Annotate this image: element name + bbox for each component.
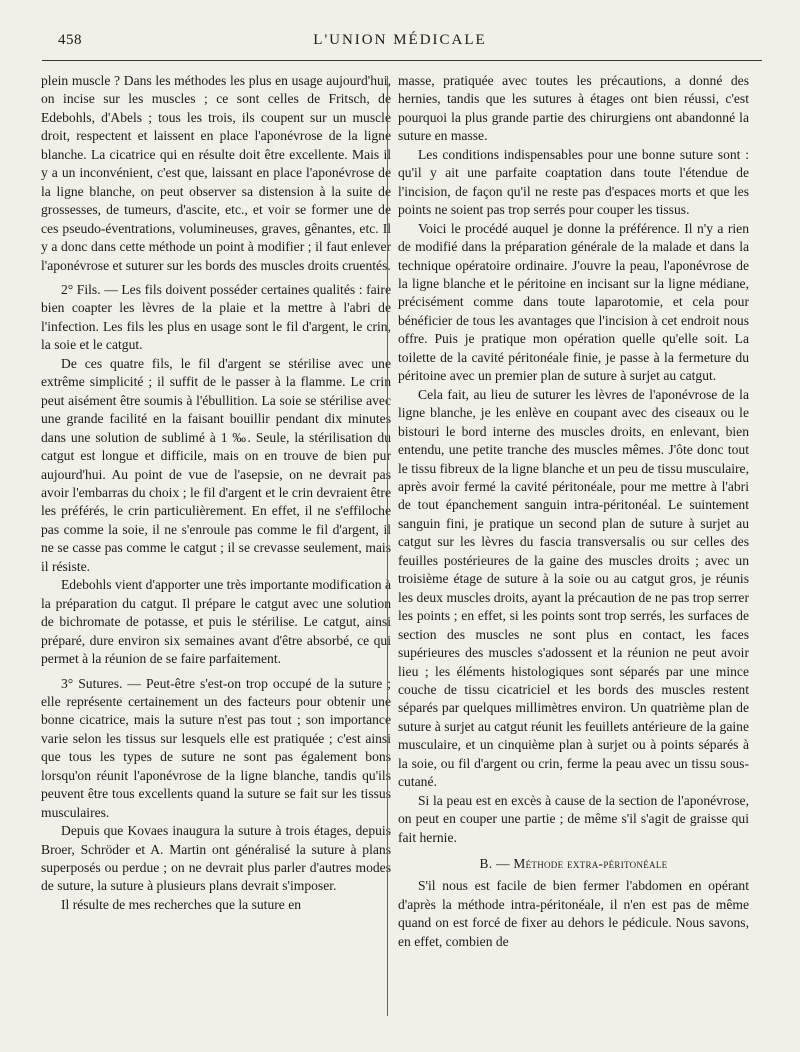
page-number: 458	[58, 32, 82, 48]
paragraph: Edebohls vient d'apporter une très importante modification à la préparation du catgut. Il prépare le catgut avec une solution de bichromate de potasse, et puis le stérilise. Le catgut, ainsi préparé, dure environ six semaines avant d'être absorbé, ce qui permet à la réunion de se faire parfaitement.	[41, 577, 391, 667]
paragraph: Cela fait, au lieu de suturer les lèvres de l'aponévrose de la ligne blanche, je les enlève en coupant avec des ciseaux ou le bistouri le bord interne des muscles droits, en enlevant, bien entendu, une petite tranche des muscles mêmes. J'ôte donc tout le tissu fibreux de la ligne blanche et un peu de tissu musculaire, après avoir fermé la cavité péritonéale, pour me mettre à l'abri de tout épanchement sanguin intra-péritonéal. Le suintement sanguin fini, je pratique un second plan de suture à surjet au catgut sur les lèvres du fascia transversalis ou sur celles des feuilles postérieures de la gaine des muscles droits ; avec un troisième étage de suture à la soie ou au catgut gros, je réunis les deux muscles droits, ayant la précaution de ne pas trop serrer les points ; en effet, si les points sont trop serrés, les surfaces de section des muscles ne sont plus en contact, les faces supérieures des muscles s'adossent et la réunion ne peut avoir lieu ; les éléments histologiques sont séparés par une mince couche de tissu cicatriciel et les bords des muscles restent séparés par quelques millimètres environ. Un quatrième plan de suture à surjet au catgut réunit les feuillets antérieure de la gaine musculaire, et un cinquième plan à surjet ou à points séparés à la soie, ou fil d'argent ou crin, ferme la peau avec un tissu sous-cutané.	[398, 386, 749, 790]
paragraph: Les conditions indispensables pour une bonne suture sont : qu'il y ait une parfaite coaptation dans toute l'étendue de l'incision, de façon qu'il ne reste pas d'espaces morts et que les points ne soient pas trop serrés pour couper les tissus.	[398, 146, 749, 218]
paragraph: 3° Sutures. — Peut-être s'est-on trop occupé de la suture ; elle représente certainement un des facteurs pour obtenir une bonne cicatrice, mais la suture n'est pas tout ; son importance varie selon les tissus sur lesquels elle est pratiquée ; c'est ainsi que tous les types de suture ne sont pas également bons lorsqu'on réunit l'aponévrose de la ligne blanche, tandis qu'ils peuvent être tous excellents quand la suture se fait sur les tissus musculaires.	[41, 675, 391, 820]
section-heading: B. — Méthode extra-péritonéale	[479, 856, 668, 872]
paragraph: Il résulte de mes recherches que la suture en	[61, 896, 302, 912]
paragraph: S'il nous est facile de bien fermer l'abdomen en opérant d'après la méthode intra-péritonéale, il n'en est pas de même quand on est forcé de fixer au dehors le pédicule. Nous savons, en effet, combien de	[398, 878, 749, 949]
page-header	[40, 28, 760, 58]
paragraph: Voici le procédé auquel je donne la préférence. Il n'y a rien de modifié dans la préparation générale de la malade et dans la technique opératoire ordinaire. J'ouvre la peau, l'aponévrose de la ligne blanche et le péritoine en incisant sur la ligne médiane, précisément comme dans toute laparotomie, et cela pour bénéficier de tous les avantages que l'incision à cet endroit nous offre. Puis je pratique mon opération quelle qu'elle soit. La toilette de la cavité péritonéale finie, je passe à la fermeture du péritoine avec un premier plan de suture à surjet au catgut.	[398, 220, 749, 384]
right-column	[398, 72, 749, 951]
left-column	[41, 72, 391, 914]
paragraph: Si la peau est en excès à cause de la section de l'aponévrose, on peut en couper une partie ; de même s'il s'agit de graisse qui fait hernie.	[398, 792, 749, 845]
running-title: L'UNION MÉDICALE	[313, 32, 487, 48]
paragraph: masse, pratiquée avec toutes les précautions, a donné des hernies, tandis que les sutures à étages ont bien réussi, c'est pourquoi la plus grande partie des chirurgiens ont abandonné la suture en masse.	[398, 73, 749, 144]
column-divider	[387, 76, 388, 1016]
paragraph: 2° Fils. — Les fils doivent posséder certaines qualités : faire bien coapter les lèvres de la plaie et la mettre à l'abri de l'infection. Les fils les plus en usage sont le fil d'argent, le crin, la soie et le catgut.	[41, 281, 391, 353]
header-rule	[42, 60, 762, 61]
paragraph: De ces quatre fils, le fil d'argent se stérilise avec une extrême simplicité ; il suffit de le passer à la flamme. Le crin peut aisément être soumis à l'ébullition. La soie se stérilise avec une grande facilité en la faisant bouillir pendant dix minutes dans une solution de sublimé à 1 ‰. Seule, la stérilisation du catgut est longue et difficile, mais on en trouve de bien pur aujourd'hui. Au point de vue de l'asepsie, on ne devrait pas avoir l'embarras du choix ; le fil d'argent et le crin devraient être les préférés, le crin particulièrement. En effet, il ne s'effiloche pas comme la soie, il ne s'enroule pas comme le fil d'argent, il ne se casse pas comme le catgut ; il se crevasse seulement, mais il résiste.	[41, 355, 391, 574]
paragraph: Depuis que Kovaes inaugura la suture à trois étages, depuis Broer, Schröder et A. Martin ont généralisé la suture à plans superposés ou perdue ; on ne devrait plus parler d'autres modes de suture, la suture à plusieurs plans devrait s'imposer.	[41, 823, 391, 894]
paragraph: plein muscle ? Dans les méthodes les plus en usage aujourd'hui, on incise sur les muscles ; ce sont celles de Fritsch, de Edebohls, d'Abels ; tous les trois, ils coupent sur un muscle droit, respectent et laissent en place l'aponévrose de la ligne blanche. La cicatrice qui en résulte doit être excellente. Mais il y a un inconvénient, c'est que, laissant en place l'aponévrose de la ligne blanche, on peut observer sa distension à la suite de grossesses, de tumeurs, d'ascite, etc., et voir se former une de ces pseudo-éventrations, volumineuses, graves, gênantes, etc. Il y a donc dans cette méthode un point à modifier ; il faut enlever l'aponévrose et suturer sur les bords des muscles droits cruentés.	[41, 73, 391, 273]
